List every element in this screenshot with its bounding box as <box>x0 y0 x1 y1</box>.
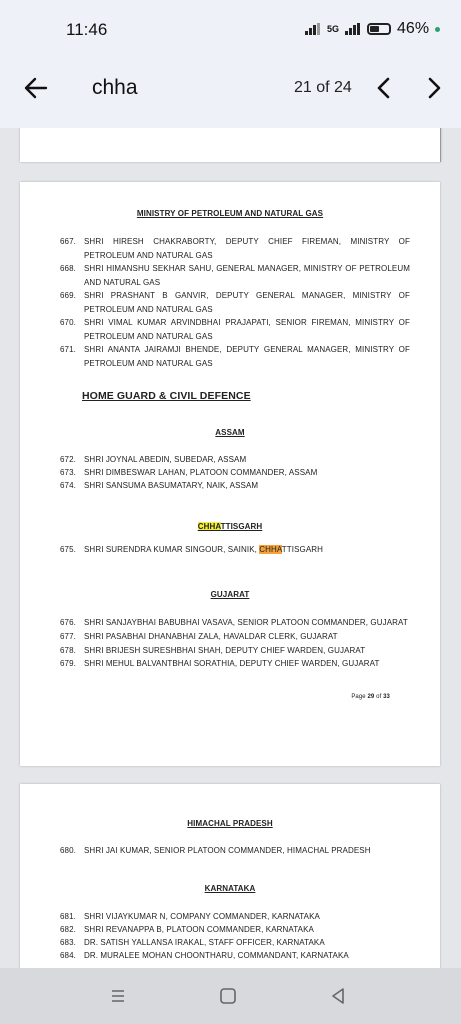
match-counter: 21 of 24 <box>294 79 352 96</box>
list-item: 681. SHRI VIJAYKUMAR N, COMPANY COMMANDER, KARNATAKA <box>60 912 320 921</box>
signal-icon <box>305 23 321 35</box>
list-item: 682. SHRI REVANAPPA B, PLATOON COMMANDER, KARNATAKA <box>60 925 314 934</box>
list-item: 677. SHRI PASABHAI DHANABHAI ZALA, HAVALDAR CLERK, GUJARAT <box>60 632 338 641</box>
list-item: 670. SHRI VIMAL KUMAR ARVINDBHAI PRAJAPATI, SENIOR FIREMAN, MINISTRY OF PETROLEUM AND NATURAL GAS <box>60 318 410 341</box>
section-heading: HOME GUARD & CIVIL DEFENCE <box>82 390 251 402</box>
list-item: 683. DR. SATISH YALLANSA IRAKAL, STAFF OFFICER, KARNATAKA <box>60 938 325 947</box>
current-search-match-highlight: CHHA <box>259 545 282 554</box>
list-item: 679. SHRI MEHUL BALVANTBHAI SORATHIA, DEPUTY CHIEF WARDEN, GUJARAT <box>60 659 380 668</box>
privacy-dot-icon <box>435 27 440 32</box>
status-icons <box>305 20 440 38</box>
search-match-highlight: CHHA <box>197 522 221 531</box>
gujarat-heading: GUJARAT <box>210 590 250 599</box>
system-navigation-bar <box>0 968 461 1024</box>
list-item: 676. SHRI SANJAYBHAI BABUBHAI VASAVA, SENIOR PLATOON COMMANDER, GUJARAT <box>60 618 408 627</box>
next-match-button[interactable] <box>422 74 446 102</box>
pdf-viewer[interactable] <box>0 128 461 968</box>
karnataka-heading: KARNATAKA <box>204 884 256 893</box>
ministry-heading: MINISTRY OF PETROLEUM AND NATURAL GAS <box>136 209 324 218</box>
signal-icon-2 <box>345 23 361 35</box>
list-item: 680. SHRI JAI KUMAR, SENIOR PLATOON COMMANDER, HIMACHAL PRADESH <box>60 846 371 855</box>
network-type: 5G <box>327 24 340 34</box>
page-number: Page 29 of 33 <box>351 694 390 700</box>
battery-icon <box>367 23 391 35</box>
pdf-page-29 <box>20 182 440 766</box>
assam-heading: ASSAM <box>215 428 245 437</box>
recent-apps-button[interactable] <box>108 986 128 1006</box>
previous-page-fragment <box>20 128 441 162</box>
chhattisgarh-heading: CHHATTISGARH <box>197 522 263 531</box>
previous-match-button[interactable] <box>372 74 396 102</box>
list-item: 684. DR. MURALEE MOHAN CHOONTHARU, COMMANDANT, KARNATAKA <box>60 951 349 960</box>
list-item: 672. SHRI JOYNAL ABEDIN, SUBEDAR, ASSAM <box>60 455 247 464</box>
list-item: 675. SHRI SURENDRA KUMAR SINGOUR, SAINIK, CHHATTISGARH <box>60 545 324 554</box>
list-item: 673. SHRI DIMBESWAR LAHAN, PLATOON COMMANDER, ASSAM <box>60 468 318 477</box>
back-arrow-icon[interactable] <box>22 74 50 102</box>
home-button[interactable] <box>218 986 238 1006</box>
list-item: 668. SHRI HIMANSHU SEKHAR SAHU, GENERAL MANAGER, MINISTRY OF PETROLEUM AND NATURAL GAS <box>60 264 410 287</box>
list-item: 667. SHRI HIRESH CHAKRABORTY, DEPUTY CHIEF FIREMAN, MINISTRY OF PETROLEUM AND NATURAL GAS <box>60 237 410 260</box>
find-query-input[interactable]: chha <box>92 76 138 99</box>
list-item: 674. SHRI SANSUMA BASUMATARY, NAIK, ASSAM <box>60 481 259 490</box>
battery-level: 46% <box>397 20 430 37</box>
list-item: 671. SHRI ANANTA JAIRAMJI BHENDE, DEPUTY GENERAL MANAGER, MINISTRY OF PETROLEUM AND NATURAL GAS <box>60 345 410 368</box>
find-in-page-bar <box>0 50 461 128</box>
clock: 11:46 <box>66 20 108 39</box>
back-button[interactable] <box>328 986 348 1006</box>
himachal-heading: HIMACHAL PRADESH <box>187 819 273 828</box>
pdf-page-30 <box>20 784 440 968</box>
status-bar <box>0 0 461 50</box>
list-item: 678. SHRI BRIJESH SURESHBHAI SHAH, DEPUTY CHIEF WARDEN, GUJARAT <box>60 646 366 655</box>
list-item: 669. SHRI PRASHANT B GANVIR, DEPUTY GENERAL MANAGER, MINISTRY OF PETROLEUM AND NATURAL GAS <box>60 291 410 314</box>
